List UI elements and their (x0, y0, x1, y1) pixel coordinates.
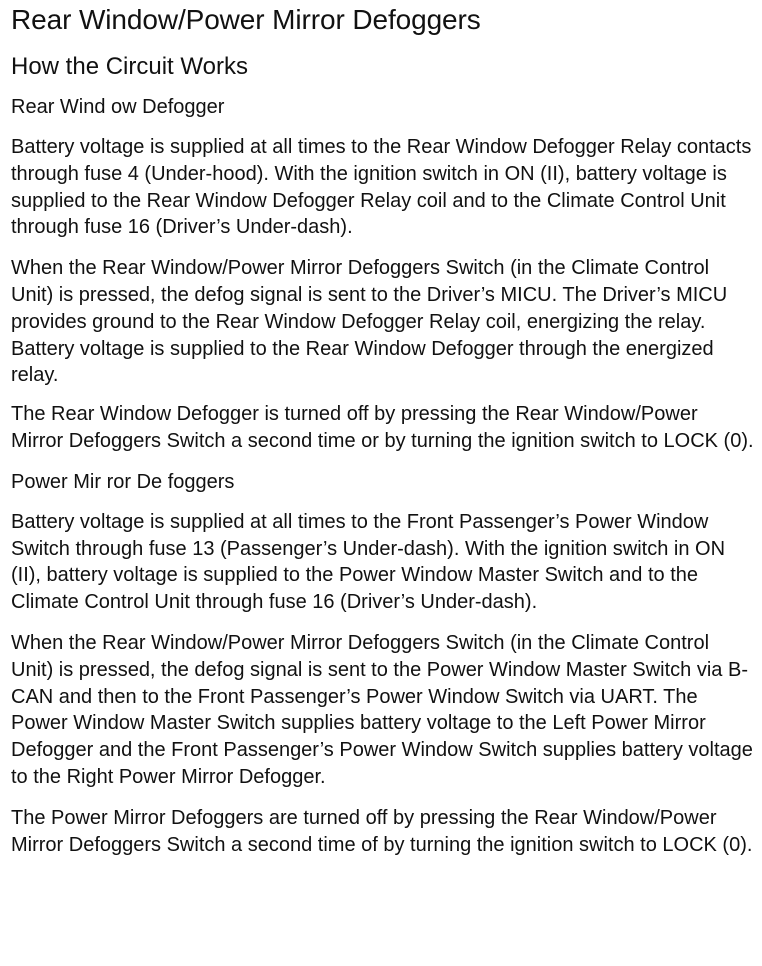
paragraph: When the Rear Window/Power Mirror Defoggers Switch (in the Climate Control Unit) is pressed, the defog signal is sent to the Power Window Master Switch via B-CAN and then to the Front Passenger’s Power Window Switch via UART. The Power Window Master Switch supplies battery voltage to the Left Power Mirror Defogger and the Front Passenger’s Power Window Switch supplies battery voltage to the Right Power Mirror Defogger. (11, 631, 753, 788)
paragraph: The Rear Window Defogger is turned off by pressing the Rear Window/Power Mirror Defoggers Switch a second time or by turning the ignition switch to LOCK (0). (11, 403, 754, 452)
document-title: Rear Window/Power Mirror Defoggers (11, 4, 481, 35)
paragraph: The Power Mirror Defoggers are turned off by pressing the Rear Window/Power Mirror Defoggers Switch a second time of by turning the ignition switch to LOCK (0). (11, 806, 753, 856)
paragraph: Battery voltage is supplied at all times to the Front Passenger’s Power Window Switch through fuse 13 (Passenger’s Under-dash). With the ignition switch in ON (II), battery voltage is supplied to the Power Window Master Switch and to the Climate Control Unit through fuse 16 (Driver’s Under-dash). (11, 510, 726, 614)
section-rear-window-defogger (11, 94, 754, 455)
document-subtitle: How the Circuit Works (11, 53, 248, 80)
section-heading: Rear Wind ow Defogger (11, 96, 225, 118)
section-power-mirror-defoggers (11, 469, 754, 859)
paragraph: When the Rear Window/Power Mirror Defoggers Switch (in the Climate Control Unit) is pressed, the defog signal is sent to the Driver’s MICU. The Driver’s MICU provides ground to the Rear Window Defogger Relay coil, energizing the relay. Battery voltage is supplied to the Rear Window Defogger through the energized relay. (11, 257, 728, 387)
paragraph: Battery voltage is supplied at all times to the Rear Window Defogger Relay contacts through fuse 4 (Under-hood). With the ignition switch in ON (II), battery voltage is supplied to the Rear Window Defogger Relay coil and to the Climate Control Unit through fuse 16 (Driver’s Under-dash). (11, 136, 752, 239)
section-heading: Power Mir ror De foggers (11, 470, 235, 493)
